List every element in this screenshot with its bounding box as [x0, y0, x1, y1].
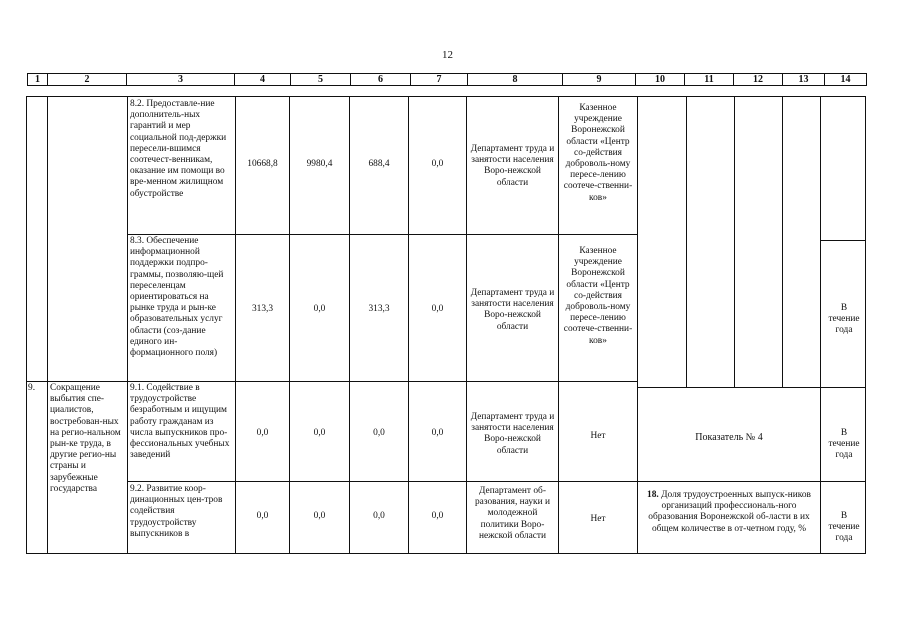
indicator-cell: Показатель № 4: [695, 432, 763, 443]
column-header: 4: [235, 74, 291, 86]
value-col5-cell: 9980,4: [306, 159, 333, 169]
value-col4-cell: 0,0: [256, 428, 269, 438]
indicator-number: 18.: [647, 490, 659, 500]
value-col5-cell: 0,0: [313, 304, 326, 314]
value-col6-cell: 313,3: [368, 304, 390, 314]
value-col6-cell: 0,0: [373, 511, 385, 521]
executor-cell: Казенное учреждение Воронежской области «Центр со-действия доброволь-ному пересе-лению соотече-ственни-ков»: [563, 246, 633, 346]
column-header: 11: [685, 74, 734, 86]
task-8-3-cell: 8.3. Обеспечение информационной поддержки подпро-граммы, позволяю-щей переселенцам ориентироваться на рынке труда и рын-ке образовательных услуг области (соз-дание единого ин-формационного поля): [130, 236, 224, 359]
column-header: 3: [127, 74, 235, 86]
executor-cell: Нет: [590, 431, 606, 441]
column-header: 8: [468, 74, 563, 86]
task-9-2-cell: 9.2. Развитие коор-динационных цен-тров содействия трудоустройству выпускников в: [130, 484, 223, 539]
page-number: 12: [442, 49, 453, 61]
value-col6-cell: 0,0: [373, 428, 385, 438]
department-cell: Департамент об-разования, науки и молодежной политики Воро-нежской области: [474, 486, 550, 541]
department-cell: Департамент труда и занятости населения Воро-нежской области: [470, 144, 555, 188]
value-col4-cell: 10668,8: [247, 159, 278, 169]
column-header: 7: [411, 74, 468, 86]
term-cell: В течение года: [828, 303, 860, 336]
value-col7-cell: 0,0: [431, 159, 444, 169]
department-cell: Департамент труда и занятости населения Воро-нежской области: [470, 412, 555, 456]
value-col4-cell: 313,3: [251, 304, 274, 314]
value-col7-cell: 0,0: [431, 304, 444, 314]
value-col4-cell: 0,0: [256, 511, 269, 521]
value-col5-cell: 0,0: [313, 511, 326, 521]
term-cell: В течение года: [828, 511, 860, 544]
executor-cell: Казенное учреждение Воронежской области «Центр со-действия доброволь-ному пересе-лению соотече-ственни-ков»: [563, 103, 633, 203]
column-header: 1: [28, 74, 48, 86]
task-9-1-cell: 9.1. Содействие в трудоустройстве безработным и ищущим работу гражданам из числа выпускников про-фессиональных учебных заведений: [130, 383, 230, 461]
column-header-row: [27, 73, 867, 86]
goal-cell: Сокращение выбытия спе-циалистов, востребован-ных на регио-нальном рын-ке труда, в другие регио-ны страны и зарубежные государства: [50, 383, 121, 494]
row-number-cell: 9.: [28, 383, 36, 393]
column-header: 9: [563, 74, 636, 86]
value-col5-cell: 0,0: [313, 428, 326, 438]
term-cell: В течение года: [828, 428, 860, 461]
value-col6-cell: 688,4: [368, 159, 390, 169]
column-header: 13: [783, 74, 825, 86]
task-8-2-cell: 8.2. Предоставле-ние дополнитель-ных гарантий и мер социальной под-держки пересели-вшимся соотечест-венникам, оказание им помощи во вре-менном жилищном обустройстве: [130, 99, 227, 199]
column-header: 5: [291, 74, 351, 86]
executor-cell: Нет: [590, 514, 606, 524]
column-header: 12: [734, 74, 783, 86]
column-header: 2: [48, 74, 127, 86]
value-col7-cell: 0,0: [431, 511, 444, 521]
column-header: 14: [825, 74, 867, 86]
column-header: 6: [351, 74, 411, 86]
column-header: 10: [636, 74, 685, 86]
value-col7-cell: 0,0: [431, 428, 444, 438]
indicator-text: Доля трудоустроенных выпуск-ников организаций профессиональ-ного образования Воронежской об-ласти в их общем количестве в от-четном году, %: [648, 490, 811, 534]
indicator-cell: [642, 490, 816, 535]
department-cell: Департамент труда и занятости населения Воро-нежской области: [470, 288, 555, 332]
